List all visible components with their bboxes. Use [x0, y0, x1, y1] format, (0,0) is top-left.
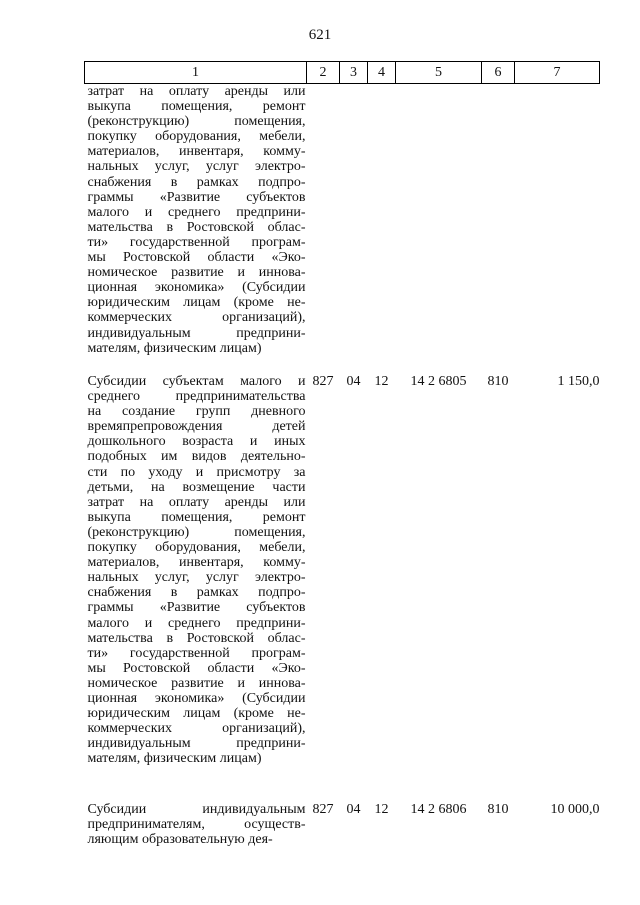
cell-amount — [515, 84, 600, 368]
description-line: мы Ростовской области «Эко- — [87, 250, 306, 266]
column-header-6: 6 — [482, 62, 515, 84]
description-line: выкупа помещения, ремонт — [87, 509, 306, 525]
table-row — [85, 84, 600, 368]
description-line: (реконструкцию) помещения, — [87, 114, 306, 130]
description-line: индивидуальным предприни- — [87, 736, 306, 752]
page-number: 621 — [308, 27, 332, 43]
column-header-7: 7 — [515, 62, 600, 84]
description-line: мательства в Ростовской облас- — [87, 630, 306, 646]
column-header-1: 1 — [85, 62, 307, 84]
description-line: юридическим лицам (кроме не- — [87, 706, 306, 722]
description-line: коммерческих организаций), — [87, 721, 306, 737]
table-row — [85, 799, 600, 847]
table-header-row — [85, 62, 600, 84]
description-line: коммерческих организаций), — [87, 310, 306, 326]
description-line: дошкольного возраста и иных — [87, 434, 306, 450]
description-line: покупку оборудования, мебели, — [87, 540, 306, 556]
description-line: мательства в Ростовской облас- — [87, 219, 306, 235]
cell-section: 04 — [346, 374, 361, 389]
description-line: ти» государственной програм- — [87, 645, 306, 661]
description-line: затрат на оплату аренды или — [87, 84, 306, 99]
table-row — [85, 367, 600, 799]
cell-subsection — [368, 84, 396, 368]
description-line: граммы «Развитие субъектов — [87, 189, 306, 205]
column-header-2: 2 — [307, 62, 340, 84]
column-header-4: 4 — [368, 62, 396, 84]
row-description — [85, 799, 307, 847]
description-line: материалов, инвентаря, комму- — [87, 144, 306, 160]
description-line: номическое развитие и иннова- — [87, 675, 306, 691]
cell-expense-type — [482, 84, 515, 368]
description-line: малого и среднего предприни- — [87, 204, 306, 220]
description-line: среднего предпринимательства — [87, 389, 306, 405]
description-line: на создание групп дневного — [87, 404, 306, 420]
description-line: снабжения в рамках подпро- — [87, 585, 306, 601]
description-line: подобных им видов деятельно- — [87, 449, 306, 465]
cell-subsection: 12 — [374, 802, 389, 817]
budget-table — [84, 61, 600, 847]
description-line: Субсидии субъектам малого и — [87, 374, 306, 389]
description-line: времяпрепровождения детей — [87, 419, 306, 435]
cell-expense-type: 810 — [487, 374, 509, 389]
description-line: выкупа помещения, ремонт — [87, 99, 306, 115]
description-line: ционная экономика» (Субсидии — [87, 280, 306, 296]
description-line: сти по уходу и присмотру за — [87, 464, 306, 480]
description-line: малого и среднего предприни- — [87, 615, 306, 631]
description-line: предпринимателям, осуществ- — [87, 817, 306, 833]
cell-ministry-code — [307, 84, 340, 368]
description-line: номическое развитие и иннова- — [87, 265, 306, 281]
cell-section — [340, 84, 368, 368]
description-line: Субсидии индивидуальным — [87, 802, 306, 817]
description-line: нальных услуг, услуг электро- — [87, 159, 306, 175]
cell-target-article: 14 2 6806 — [410, 802, 467, 817]
cell-ministry-code: 827 — [312, 374, 334, 389]
description-line: материалов, инвентаря, комму- — [87, 555, 306, 571]
cell-target-article: 14 2 6805 — [410, 374, 467, 389]
cell-subsection: 12 — [374, 374, 389, 389]
row-description — [85, 84, 307, 368]
description-line: (реконструкцию) помещения, — [87, 524, 306, 540]
description-line: мателям, физическим лицам) — [87, 340, 262, 356]
row-description — [85, 367, 307, 799]
column-header-3: 3 — [340, 62, 368, 84]
description-line: мателям, физическим лицам) — [87, 751, 262, 767]
column-header-5: 5 — [396, 62, 482, 84]
cell-ministry-code: 827 — [312, 802, 334, 817]
description-line: индивидуальным предприни- — [87, 325, 306, 341]
description-line: затрат на оплату аренды или — [87, 494, 306, 510]
description-line: мы Ростовской области «Эко- — [87, 660, 306, 676]
description-line: покупку оборудования, мебели, — [87, 129, 306, 145]
cell-amount: 1 150,0 — [557, 374, 600, 389]
description-line: юридическим лицам (кроме не- — [87, 295, 306, 311]
description-line: ти» государственной програм- — [87, 234, 306, 250]
description-line: граммы «Развитие субъектов — [87, 600, 306, 616]
cell-expense-type: 810 — [487, 802, 509, 817]
description-line: снабжения в рамках подпро- — [87, 174, 306, 190]
description-line: ционная экономика» (Субсидии — [87, 690, 306, 706]
cell-amount: 10 000,0 — [550, 802, 600, 817]
cell-section: 04 — [346, 802, 361, 817]
description-line: нальных услуг, услуг электро- — [87, 570, 306, 586]
description-line: детьми, на возмещение части — [87, 479, 306, 495]
cell-target-article — [396, 84, 482, 368]
description-line: ляющим образовательную дея- — [87, 832, 273, 848]
